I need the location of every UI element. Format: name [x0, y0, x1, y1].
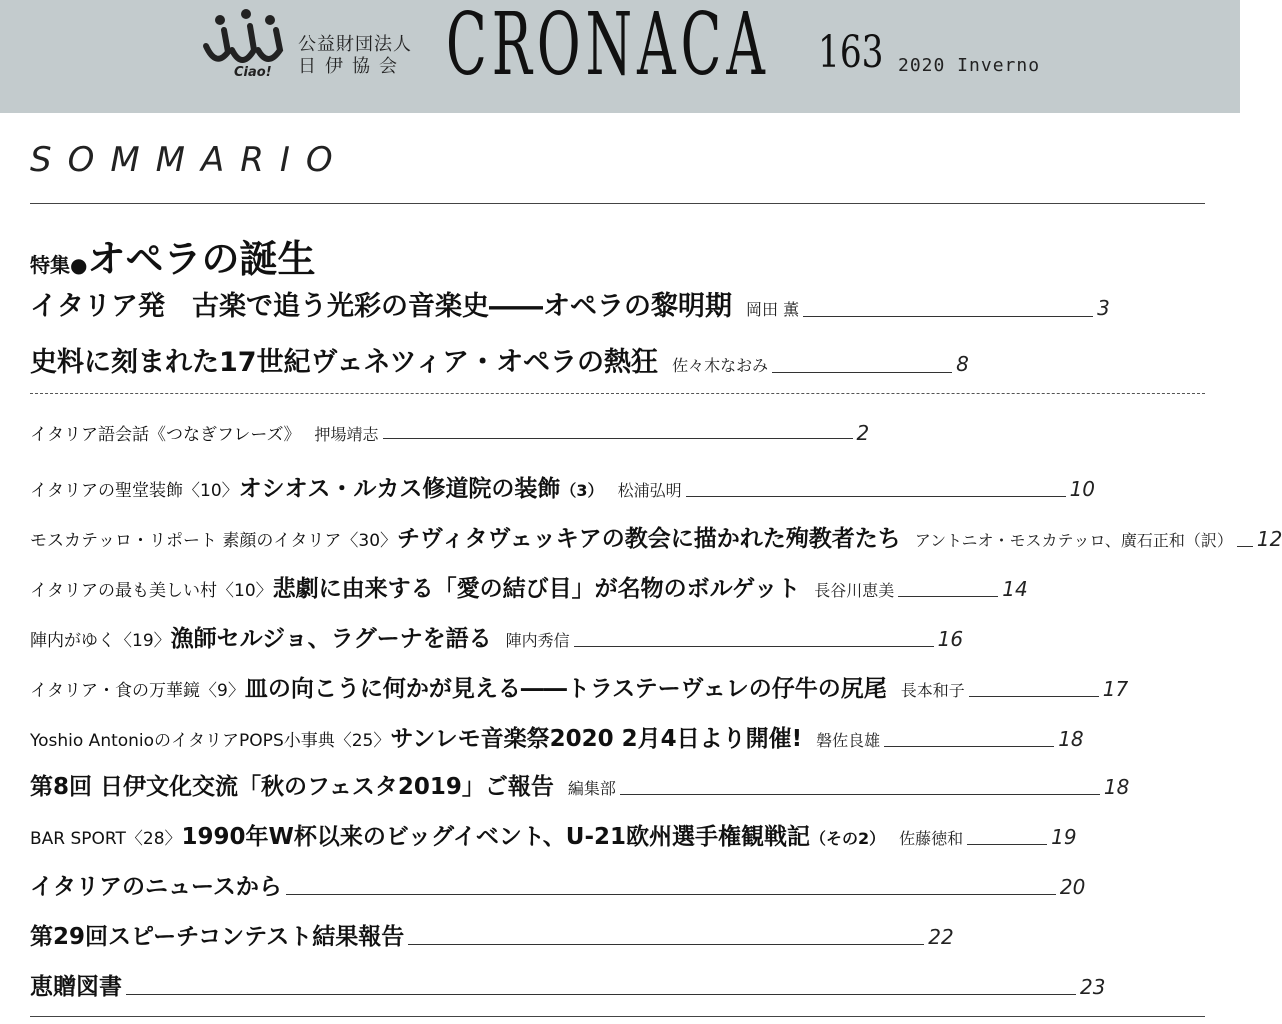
bottom-divider: [30, 1016, 1205, 1017]
entry-title: 恵贈図書: [30, 974, 122, 1000]
entry-author: 長谷川恵美: [814, 581, 895, 600]
issue-number: 163: [818, 27, 884, 78]
entry-page: 18: [1103, 775, 1130, 799]
toc-entry[interactable]: [30, 470, 1095, 503]
leader-line: [574, 646, 934, 647]
toc-entry[interactable]: [30, 620, 963, 653]
entry-author: 押場靖志: [314, 425, 379, 444]
entry-title: 漁師セルジョ、ラグーナを語る: [170, 626, 492, 652]
leader-line: [383, 438, 853, 439]
entry-author: 磐佐良雄: [816, 731, 881, 750]
organization-name: [298, 34, 412, 78]
leader-line: [803, 316, 1093, 317]
entry-page: 2: [856, 421, 870, 445]
entry-page: 18: [1058, 727, 1084, 751]
entry-page: 17: [1102, 677, 1129, 701]
entry-page: 19: [1051, 825, 1077, 849]
entry-author: 編集部: [567, 779, 616, 798]
entry-series: イタリアの聖堂装飾〈10〉: [30, 481, 239, 501]
entry-series: イタリアの最も美しい村〈10〉: [30, 581, 273, 601]
entry-title: 第29回スピーチコンテスト結果報告: [30, 924, 405, 950]
feature-heading: [30, 228, 315, 283]
contents-heading: SOMMARIO: [30, 140, 349, 180]
entry-page: 20: [1059, 875, 1086, 899]
leader-line: [408, 944, 924, 945]
entry-page: 12: [1256, 527, 1282, 551]
entry-series: BAR SPORT〈28〉: [30, 829, 182, 849]
leader-line: [969, 696, 1099, 697]
entry-title: イタリア発 古楽で追う光彩の音楽史――オペラの黎明期: [30, 291, 732, 322]
entry-page: 22: [928, 925, 954, 949]
toc-entry[interactable]: [30, 768, 1129, 801]
entry-suffix: （3）: [560, 481, 604, 500]
leader-line: [898, 596, 998, 597]
toc-entry[interactable]: [30, 520, 1282, 553]
entry-title: 悲劇に由来する「愛の結び目」が名物のボルゲット: [272, 576, 801, 602]
entry-title: 史料に刻まれた17世紀ヴェネツィア・オペラの熱狂: [30, 347, 659, 378]
entry-author: 佐々木なおみ: [672, 356, 769, 375]
entry-page: 16: [937, 627, 964, 651]
entry-page: 8: [956, 352, 969, 376]
svg-text:Ciao!: Ciao!: [234, 65, 272, 80]
leader-line: [286, 894, 1056, 895]
toc-entry[interactable]: [30, 868, 1085, 901]
entry-page: 23: [1080, 975, 1106, 999]
feature-label: 特集: [30, 253, 70, 277]
toc-entry[interactable]: [30, 968, 1105, 1001]
ciao-logo-icon: [198, 6, 298, 80]
toc-entry[interactable]: [30, 420, 869, 445]
entry-suffix: （その2）: [810, 829, 886, 848]
entry-series: モスカテッロ・リポート 素顔のイタリア〈30〉: [30, 531, 398, 551]
leader-line: [620, 794, 1100, 795]
entry-author: アントニオ・モスカテッロ、廣石正和（訳）: [914, 531, 1233, 550]
entry-title: イタリア語会話《つなぎフレーズ》: [30, 425, 301, 445]
entry-title: チヴィタヴェッキアの教会に描かれた殉教者たち: [397, 526, 901, 552]
feature-bullet: ●: [70, 253, 88, 277]
toc-entry[interactable]: [30, 720, 1084, 753]
magazine-title: CRONACA: [446, 0, 770, 95]
entry-author: 松浦弘明: [617, 481, 682, 500]
feature-divider: [30, 393, 1205, 394]
entry-author: 長本和子: [900, 681, 965, 700]
leader-line: [884, 746, 1054, 747]
feature-entry[interactable]: [30, 340, 969, 379]
feature-entry[interactable]: [30, 284, 1110, 323]
entry-author: 岡田 薫: [746, 300, 800, 319]
toc-entry[interactable]: [30, 918, 954, 951]
leader-line: [686, 496, 1066, 497]
leader-line: [1237, 546, 1253, 547]
toc-entry[interactable]: [30, 570, 1028, 603]
entry-title: サンレモ音楽祭2020 2月4日より開催!: [390, 726, 803, 752]
toc-entry[interactable]: [30, 670, 1128, 703]
leader-line: [772, 372, 952, 373]
entry-title: イタリアのニュースから: [30, 874, 282, 900]
entry-page: 3: [1097, 296, 1110, 320]
org-line-2: 日伊協会: [298, 56, 406, 77]
leader-line: [967, 844, 1047, 845]
masthead-banner: [0, 0, 1240, 113]
entry-page: 14: [1002, 577, 1028, 601]
entry-series: Yoshio AntonioのイタリアPOPS小事典〈25〉: [30, 731, 391, 751]
entry-title: 皿の向こうに何かが見える――トラステーヴェレの仔牛の尻尾: [244, 676, 887, 702]
org-line-1: 公益財団法人: [298, 34, 412, 55]
entry-title: オシオス・ルカス修道院の装飾: [238, 476, 561, 502]
issue-season: 2020 Inverno: [898, 55, 1041, 76]
toc-entry[interactable]: [30, 818, 1077, 851]
feature-title: オペラの誕生: [87, 237, 316, 281]
entry-title: 第8回 日伊文化交流「秋のフェスタ2019」ご報告: [30, 774, 554, 800]
entry-page: 10: [1069, 477, 1096, 501]
top-divider: [30, 203, 1205, 204]
entry-author: 佐藤徳和: [899, 829, 964, 848]
entry-series: 陣内がゆく〈19〉: [30, 631, 171, 651]
entry-author: 陣内秀信: [505, 631, 570, 650]
entry-series: イタリア・食の万華鏡〈9〉: [30, 681, 245, 701]
leader-line: [126, 994, 1076, 995]
entry-title: 1990年W杯以来のビッグイベント、U-21欧州選手権観戦記: [181, 824, 811, 850]
